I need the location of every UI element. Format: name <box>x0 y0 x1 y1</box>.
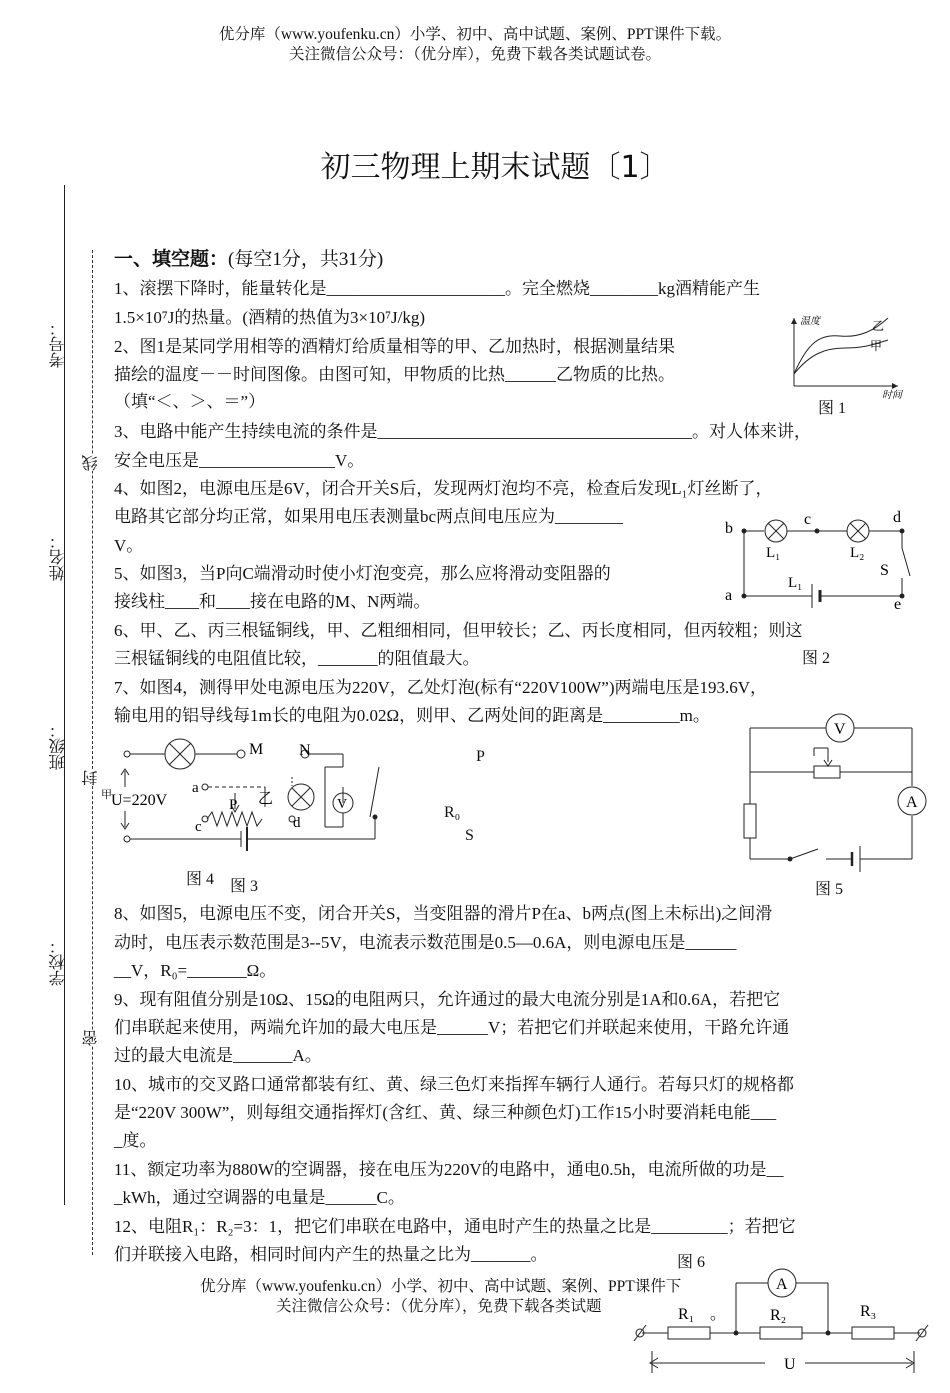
fig2-point-d: d <box>893 509 901 526</box>
fig2-point-a: a <box>725 587 733 604</box>
q7-line-1: 7、如图4，测得甲处电源电压为220V，乙处灯泡(标有“220V100W”)两端电压是193.6V， <box>114 678 768 697</box>
q12-line-2: 们并联接入电路，相同时间内产生的热量之比为_______。 <box>114 1245 548 1264</box>
fig2-label-l1: L₁ <box>766 545 781 561</box>
q10-line-1: 10、城市的交叉路口通常都装有红、黄、绿三色灯来指挥车辆行人通行。若每只灯的规格都 <box>114 1075 794 1094</box>
q3-line-2: 安全电压是________________V。 <box>114 451 365 470</box>
fig1-x-label: 时间 <box>882 390 902 401</box>
fig2-label-s: S <box>880 562 889 579</box>
q4-line-1: 4、如图2，电源电压是6V，闭合开关S后，发现两灯泡均不亮，检查后发现L₁灯丝断了， <box>114 479 773 498</box>
float-label-r0: R₀ <box>444 804 461 821</box>
q9-line-1: 9、现有阻值分别是10Ω、15Ω的电阻两只，允许通过的最大电流分别是1A和0.6A，若把它 <box>114 990 781 1009</box>
fig2-label-source: L₁ <box>788 575 803 591</box>
q7-line-2: 输电用的铝导线每1m长的电阻为0.02Ω，则甲、乙两处间的距离是_________m。 <box>114 706 710 725</box>
q4-line-3: V。 <box>114 536 144 555</box>
fig5-label-v: V <box>834 721 846 738</box>
footer-line-1: 优分库（www.youfenku.cn）小学、初中、高中试题、案例、PPT课件下 <box>200 1278 682 1295</box>
seal-mark-secret: 密 <box>80 1030 103 1046</box>
fig1-y-label: 温度 <box>800 316 820 327</box>
q5-line-1: 5、如图3，当P向C端滑动时使小灯泡变亮，那么应将滑动变阻器的 <box>114 564 611 583</box>
figure-1-caption: 图 1 <box>818 400 847 417</box>
fig6-label-r3: R₃ <box>860 1303 877 1320</box>
figure-3-caption: 图 3 <box>230 878 259 895</box>
fig4-switch <box>370 767 379 817</box>
fig5-label-a: A <box>906 794 918 811</box>
q4-line-2: 电路其它部分均正常，如果用电压表测量bc两点间电压应为________ <box>114 507 624 526</box>
name-label: 姓名： <box>50 533 67 581</box>
q11-line-1: 11、额定功率为880W的空调器，接在电压为220V的电路中，通电0.5h，电流所做的功是__ <box>114 1160 784 1179</box>
q6-line-2: 三根锰铜线的电阻值比较，_______的阻值最大。 <box>114 649 480 668</box>
fig3-label-v: V <box>337 797 348 812</box>
figure-5-circuit <box>730 712 935 872</box>
fig2-point-b: b <box>725 520 733 537</box>
q10-line-2: 是“220V 300W”，则每组交通指挥灯(含红、黄、绿三种颜色灯)工作15小时要消耗电能___ <box>114 1103 777 1122</box>
fig3-rheostat <box>207 812 262 826</box>
float-label-p: P <box>476 748 485 765</box>
figure-2-circuit <box>720 508 915 613</box>
section-title: 一、填空题： <box>114 249 229 270</box>
figure-3-4-circuit <box>95 735 395 895</box>
fig2-point-e: e <box>894 596 902 613</box>
seal-mark-line: 线 <box>80 455 103 471</box>
fig1-curve-a-label: 乙 <box>872 319 885 333</box>
figure-6-caption: 图 6 <box>677 1254 706 1271</box>
fig6-label-u: U <box>784 1356 796 1373</box>
section-note: (每空1分，共31分) <box>228 249 384 270</box>
fig6-label-a: A <box>776 1276 788 1293</box>
fig6-resistor-r1 <box>668 1327 710 1339</box>
binding-dashed-line <box>92 250 93 1255</box>
figure-4-caption: 图 4 <box>186 871 215 888</box>
fig1-curve-b-label: 甲 <box>870 339 883 353</box>
q8-line-2: 动时，电压表示数范围是3--5V，电流表示数范围是0.5—0.6A，则电源电压是______ <box>114 933 737 952</box>
fig5-resistor-r0 <box>744 804 756 838</box>
q3-line-1: 3、电路中能产生持续电流的条件是_____________________________________。对人体来讲， <box>114 422 811 441</box>
fig3-label-yi: 乙 <box>258 791 274 807</box>
fig6-resistor-r3 <box>852 1327 894 1339</box>
class-label: 班级： <box>50 722 67 770</box>
q8-line-1: 8、如图5，电源电压不变，闭合开关S，当变阻器的滑片P在a、b两点(图上未标出)之间滑 <box>114 904 773 923</box>
fig2-label-l2: L₂ <box>850 545 865 561</box>
fig6-label-r2: R₂ <box>770 1307 787 1324</box>
fig6-label-r1: R₁ <box>678 1306 695 1323</box>
q11-line-2: _kWh，通过空调器的电量是______C。 <box>114 1188 405 1207</box>
q5-line-2: 接线柱____和____接在电路的M、N两端。 <box>114 592 431 611</box>
fig5-switch <box>790 849 818 859</box>
fig4-label-u: U=220V <box>111 792 168 809</box>
seal-mark-seal: 封 <box>80 770 103 786</box>
fig6-label-dot: 。 <box>710 1306 727 1323</box>
fig3-label-p: P <box>229 797 238 813</box>
figure-2-caption: 图 2 <box>802 650 831 667</box>
fig3-label-c: c <box>195 819 202 835</box>
section-heading <box>114 249 383 271</box>
q9-line-3: 过的最大电流是_______A。 <box>114 1046 322 1065</box>
fig4-label-jia: 甲 <box>101 789 112 801</box>
fig3-label-d: d <box>293 815 301 831</box>
school-label: 学校： <box>50 938 67 986</box>
float-label-s: S <box>465 827 474 844</box>
fig2-switch <box>902 548 910 576</box>
q12-line-1: 12、电阻R₁：R₂=3：1，把它们串联在电路中，通电时产生的热量之比是_________；若把它 <box>114 1217 796 1236</box>
exam-number-label: 考号： <box>50 320 67 368</box>
fig3-label-n: N <box>299 742 311 759</box>
q2-line-2: 描绘的温度－－时间图像。由图可知，甲物质的比热______乙物质的比热。 <box>114 365 675 384</box>
fig6-resistor-r2 <box>760 1327 802 1339</box>
q1-line-2: 1.5×10⁷J的热量。(酒精的热值为3×10⁷J/kg) <box>114 308 426 327</box>
q1-line-1: 1、滚摆下降时，能量转化是_____________________。完全燃烧________kg酒精能产生 <box>114 279 760 298</box>
header-line-1: 优分库（www.youfenku.cn）小学、初中、高中试题、案例、PPT课件下载。 <box>218 26 732 43</box>
q2-line-1: 2、图1是某同学用相等的酒精灯给质量相等的甲、乙加热时，根据测量结果 <box>114 337 675 356</box>
q9-line-2: 们串联起来使用，两端允许加的最大电压是______V；若把它们并联起来使用，干路允许通 <box>114 1018 790 1037</box>
q10-line-3: _度。 <box>114 1131 157 1150</box>
fig2-point-c: c <box>804 511 812 528</box>
footer-line-2: 关注微信公众号：（优分库），免费下载各类试题 <box>276 1298 602 1315</box>
fig5-rheostat <box>814 766 840 778</box>
q6-line-1: 6、甲、乙、丙三根锰铜线，甲、乙粗细相同，但甲较长；乙、丙长度相同，但丙较粗；则这 <box>114 621 803 640</box>
header-line-2: 关注微信公众号：（优分库），免费下载各类试题试卷。 <box>288 46 661 63</box>
q2-line-3: （填“＜、＞、＝”） <box>114 392 266 411</box>
fig3-label-a: a <box>192 780 199 796</box>
fig3-label-m: M <box>249 741 264 758</box>
q8-line-3: __V，R₀=_______Ω。 <box>114 961 277 980</box>
page-title: 初三物理上期末试题〔1〕 <box>320 150 670 185</box>
figure-5-caption: 图 5 <box>815 881 844 898</box>
